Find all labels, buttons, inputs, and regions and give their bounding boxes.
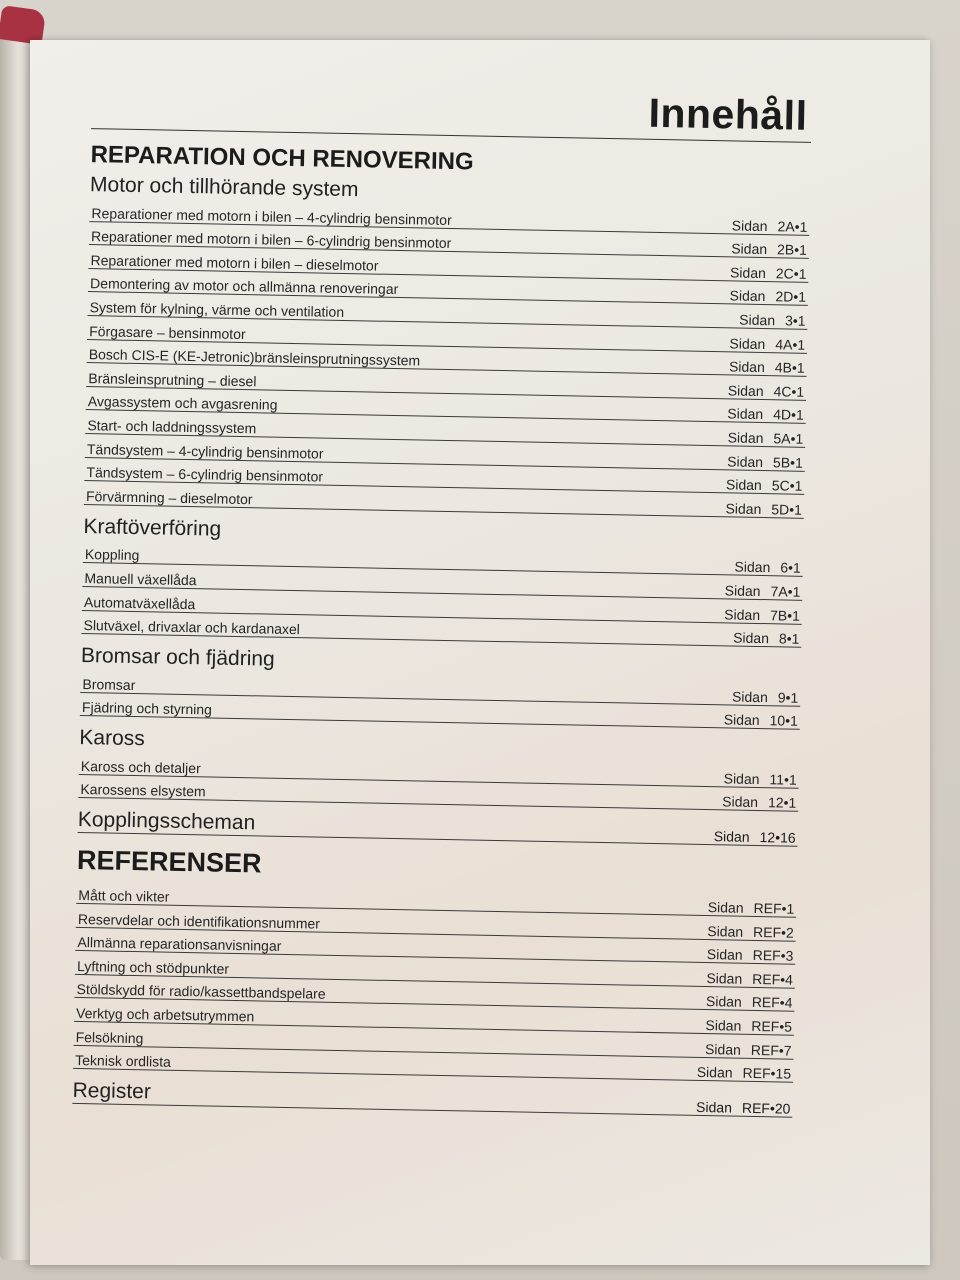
page-number: 4C•1 [773, 382, 805, 400]
page-ref: Sidan 5D•1 [725, 500, 803, 518]
toc-group [80, 644, 801, 730]
page-number: 2B•1 [776, 241, 808, 259]
page-number: 4A•1 [775, 335, 806, 353]
page-number: 7B•1 [769, 606, 801, 624]
page-number: 5C•1 [771, 477, 803, 494]
toc-entry-title: Mått och vikter [78, 887, 170, 905]
group-heading: Motor och tillhörande system [89, 173, 359, 202]
book-cover-edge [0, 20, 30, 1260]
page-number: 6•1 [780, 559, 801, 577]
toc-entry-title: Tändsystem – 4-cylindrig bensinmotor [86, 440, 324, 462]
page-number: 4D•1 [773, 406, 804, 424]
page-number: 3•1 [784, 312, 806, 329]
group-heading: Kraftöverföring [83, 514, 222, 541]
page-ref: Sidan 3•1 [739, 311, 806, 329]
toc-entry-title: Felsökning [75, 1028, 144, 1046]
page-ref: Sidan REF•2 [707, 922, 794, 941]
page-number: REF•4 [752, 970, 794, 988]
page-title: Innehåll [648, 89, 808, 139]
toc-entry-title: Slutväxel, drivaxlar och kardanaxel [83, 617, 301, 638]
page-ref: Sidan 4C•1 [727, 382, 805, 400]
page-number: 2A•1 [777, 217, 808, 235]
page-ref: Sidan 5B•1 [727, 452, 803, 471]
page-ref: Sidan REF•4 [706, 969, 794, 988]
toc-entry-title: Koppling [84, 546, 140, 564]
page-ref: Sidan 4A•1 [729, 334, 806, 353]
page-ref: Sidan REF•1 [707, 899, 795, 917]
page-ref: Sidan 5C•1 [725, 476, 803, 494]
book-page [30, 40, 930, 1265]
page-ref: Sidan REF•15 [696, 1064, 792, 1082]
group-heading: Bromsar och fjädring [80, 644, 275, 671]
page-number: REF•1 [753, 900, 795, 917]
page-number: 5A•1 [773, 430, 804, 447]
page-ref: Sidan REF•20 [695, 1099, 791, 1117]
toc-entry-title: Stöldskydd för radio/kassettbandspelare [76, 981, 326, 1003]
page-number: REF•2 [752, 923, 794, 941]
page-ref: Sidan 4D•1 [727, 405, 804, 424]
page-ref: Sidan 11•1 [723, 770, 797, 788]
toc-entry-title: Reparationer med motorn i bilen – 6-cylindrig bensinmotor [90, 228, 452, 252]
page-number: 10•1 [769, 712, 799, 730]
page-ref: Sidan REF•7 [704, 1040, 792, 1059]
page-ref: Sidan 2B•1 [731, 240, 808, 259]
page-ref: Sidan 10•1 [723, 711, 799, 730]
toc-entry-title: Demontering av motor och allmänna renoveringar [89, 275, 399, 298]
toc-entry-title: Lyftning och stödpunkter [76, 957, 230, 977]
page-ref: Sidan REF•3 [706, 946, 794, 964]
group-heading-wiring: Kopplingsscheman [77, 808, 256, 835]
toc-entry-title: Allmänna reparationsanvisningar [77, 934, 282, 955]
page-number: 5B•1 [772, 453, 803, 471]
page-ref: Sidan 2D•1 [729, 287, 807, 306]
page-number: 2C•1 [775, 265, 807, 282]
page-number: 12•1 [767, 794, 797, 812]
toc-entry-title: Automatväxellåda [83, 593, 196, 612]
page-number: 11•1 [769, 771, 797, 788]
page-ref: Sidan 5A•1 [727, 429, 804, 447]
page-ref: Sidan 2A•1 [731, 216, 808, 235]
page-ref: Sidan REF•5 [705, 1017, 793, 1035]
page-number: 5D•1 [771, 500, 803, 518]
page-number: REF•15 [742, 1064, 792, 1082]
table-of-contents [72, 79, 812, 1126]
toc-group [78, 726, 799, 812]
repair-groups [78, 173, 810, 812]
page-ref: Sidan 2C•1 [729, 264, 807, 282]
page-number: 4B•1 [774, 359, 805, 376]
toc-entry-title: Fjädring och styrning [81, 699, 213, 718]
toc-entry-title: Avgassystem och avgasrening [87, 393, 278, 414]
group-heading: Kaross [79, 726, 145, 751]
page-ref: Sidan REF•4 [705, 993, 793, 1012]
page-ref: Sidan 6•1 [734, 558, 801, 577]
toc-entry-title: Karossens elsystem [80, 781, 206, 800]
toc-entry-title: Start- och laddningssystem [87, 417, 257, 437]
toc-entry-title: System för kylning, värme och ventilation [89, 299, 345, 320]
page-number: REF•5 [751, 1017, 793, 1035]
toc-entry-title: Bromsar [82, 675, 136, 693]
toc-entry-title: Förvärmning – dieselmotor [85, 487, 253, 507]
section-heading-references: REFERENSER [76, 845, 262, 879]
toc-entry-title: Reparationer med motorn i bilen – dieselmotor [90, 251, 379, 274]
toc-entry-title: Teknisk ordlista [75, 1052, 172, 1071]
page-ref: Sidan 7A•1 [724, 582, 801, 600]
toc-group [84, 173, 810, 518]
page-ref: Sidan 7B•1 [724, 605, 801, 624]
toc-entry-title: Bränsleinsprutning – diesel [88, 369, 257, 390]
toc-group [81, 515, 803, 648]
toc-entry-title: Reparationer med motorn i bilen – 4-cylindrig bensinmotor [91, 204, 452, 228]
page-number: 7A•1 [770, 583, 801, 600]
page-number: 2D•1 [775, 288, 807, 306]
toc-entry-register [72, 1079, 792, 1118]
toc-entry-title: Tändsystem – 6-cylindrig bensinmotor [86, 464, 324, 485]
page-number: REF•7 [750, 1041, 792, 1059]
page-ref: Sidan 12•16 [713, 828, 796, 847]
page-number: 9•1 [777, 689, 799, 706]
toc-entry-title: Förgasare – bensinmotor [89, 322, 246, 342]
toc-entry-title: Manuell växellåda [84, 569, 197, 589]
section-heading-repair: REPARATION OCH RENOVERING [90, 141, 474, 176]
toc-entry-title: Verktyg och arbetsutrymmen [75, 1004, 255, 1025]
page-number: REF•3 [752, 947, 794, 964]
toc-entry-wiring [78, 808, 798, 847]
page-ref: Sidan 12•1 [722, 793, 797, 812]
page-number: 8•1 [778, 630, 800, 647]
toc-entry-title: Bosch CIS-E (KE-Jetronic)bränsleinsprutningssystem [88, 346, 421, 369]
references-list [73, 880, 796, 1083]
group-heading-register: Register [72, 1079, 152, 1104]
page-ref: Sidan 8•1 [733, 629, 800, 647]
toc-entry-title: Kaross och detaljer [80, 757, 201, 777]
page-ref: Sidan 4B•1 [728, 358, 805, 376]
page-number: REF•4 [751, 994, 793, 1012]
page-ref: Sidan 9•1 [731, 688, 799, 706]
toc-entry-title: Reservdelar och identifikationsnummer [77, 910, 321, 932]
